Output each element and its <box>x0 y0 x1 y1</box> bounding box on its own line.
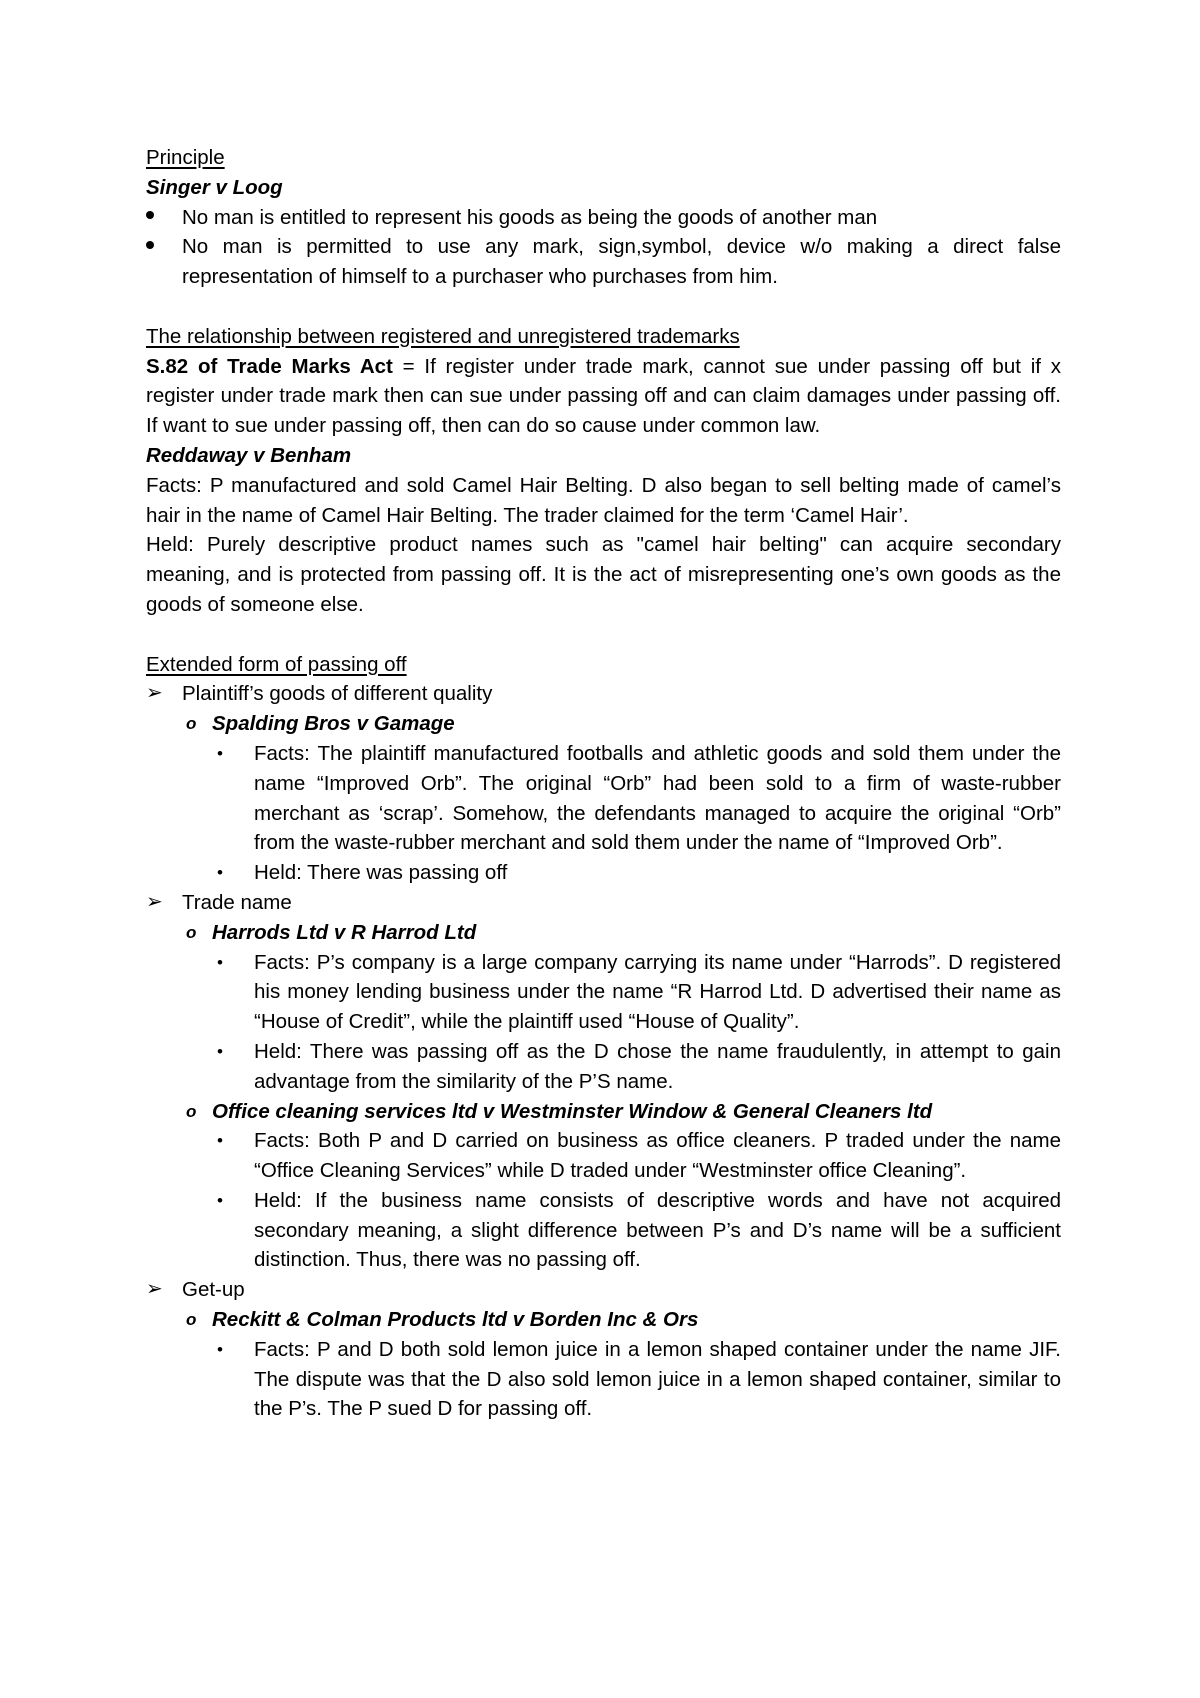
arrow-bullet-icon: ➢ <box>146 1278 163 1301</box>
extended-heading: Extended form of passing off <box>146 652 407 676</box>
circle-bullet-icon: o <box>186 922 197 942</box>
circle-bullet-icon: o <box>186 714 197 734</box>
relationship-heading: The relationship between registered and unregistered trademarks <box>146 324 740 348</box>
bullet-item: No man is entitled to represent his goods as being the goods of another man <box>146 203 1061 233</box>
small-bullet-icon: • <box>217 743 223 763</box>
case-point: • Facts: The plaintiff manufactured footballs and athletic goods and sold them under the name “Improved Orb”. The original “Orb” had been sold to a firm of waste-rubber merchant as ‘scrap’. Somehow, the defendants managed to acquire the original “Orb” from the waste-rubber merchant and sold them under the name of “Improved Orb”. <box>146 739 1061 858</box>
small-bullet-icon: • <box>217 1131 223 1151</box>
case-point: • Facts: P and D both sold lemon juice in a lemon shaped container under the name JIF. The dispute was that the D also sold lemon juice in a lemon shaped container, similar to the P’s. The P sued D for passing off. <box>146 1335 1061 1424</box>
bullet-item: No man is permitted to use any mark, sign,symbol, device w/o making a direct false representation of himself to a purchaser who purchases from him. <box>146 232 1061 292</box>
held-paragraph: Held: Purely descriptive product names such as "camel hair belting" can acquire secondary meaning, and is protected from passing off. It is the act of misrepresenting one’s own goods as the goods of someone else. <box>146 533 1061 616</box>
small-bullet-icon: • <box>217 1190 223 1210</box>
principle-heading: Principle <box>146 146 225 169</box>
case-item: o Spalding Bros v Gamage <box>146 709 1061 739</box>
case-point: • Facts: P’s company is a large company carrying its name under “Harrods”. D registered his money lending business under the name “R Harrod Ltd. D advertised their name as “House of Credit”, while the plaintiff used “House of Quality”. <box>146 948 1061 1037</box>
case-item: o Office cleaning services ltd v Westminster Window & General Cleaners ltd <box>146 1097 1061 1127</box>
small-bullet-icon: • <box>217 1339 223 1359</box>
circle-bullet-icon: o <box>186 1310 197 1330</box>
section-title: ➢ Get-up <box>146 1275 1061 1305</box>
bullet-dot-icon <box>146 232 154 262</box>
circle-bullet-icon: o <box>186 1101 197 1121</box>
small-bullet-icon: • <box>217 1041 223 1061</box>
statute-text: = If register under trade mark, cannot sue under passing off but if x register under trade mark then can sue under passing off and can claim damages under passing off. If want to sue under passing off, then can do so cause under common law. <box>146 354 1061 438</box>
small-bullet-icon: • <box>217 863 223 883</box>
case-point: • Facts: Both P and D carried on business as office cleaners. P traded under the name “Office Cleaning Services” while D traded under “Westminster office Cleaning”. <box>146 1126 1061 1186</box>
case-point: • Held: If the business name consists of descriptive words and have not acquired secondary meaning, a slight difference between P’s and D’s name will be a sufficient distinction. Thus, there was no passing off. <box>146 1186 1061 1275</box>
section-title: ➢ Plaintiff’s goods of different quality <box>146 679 1061 709</box>
case-item: o Harrods Ltd v R Harrod Ltd <box>146 918 1061 948</box>
facts-paragraph: Facts: P manufactured and sold Camel Hair Belting. D also began to sell belting made of camel’s hair in the name of Camel Hair Belting. The trader claimed for the term ‘Camel Hair’. <box>146 473 1061 527</box>
statute-label: S.82 of Trade Marks Act <box>146 354 393 378</box>
case-name: Singer v Loog <box>146 175 283 199</box>
case-name: Reddaway v Benham <box>146 443 352 467</box>
arrow-bullet-icon: ➢ <box>146 682 163 705</box>
case-point: • Held: There was passing off <box>146 858 1061 888</box>
statute-paragraph <box>146 352 1061 441</box>
small-bullet-icon: • <box>217 952 223 972</box>
section-title: ➢ Trade name <box>146 888 1061 918</box>
case-point: • Held: There was passing off as the D chose the name fraudulently, in attempt to gain advantage from the similarity of the P’S name. <box>146 1037 1061 1097</box>
arrow-bullet-icon: ➢ <box>146 890 163 913</box>
bullet-dot-icon <box>146 203 154 233</box>
case-item: o Reckitt & Colman Products ltd v Borden Inc & Ors <box>146 1305 1061 1335</box>
